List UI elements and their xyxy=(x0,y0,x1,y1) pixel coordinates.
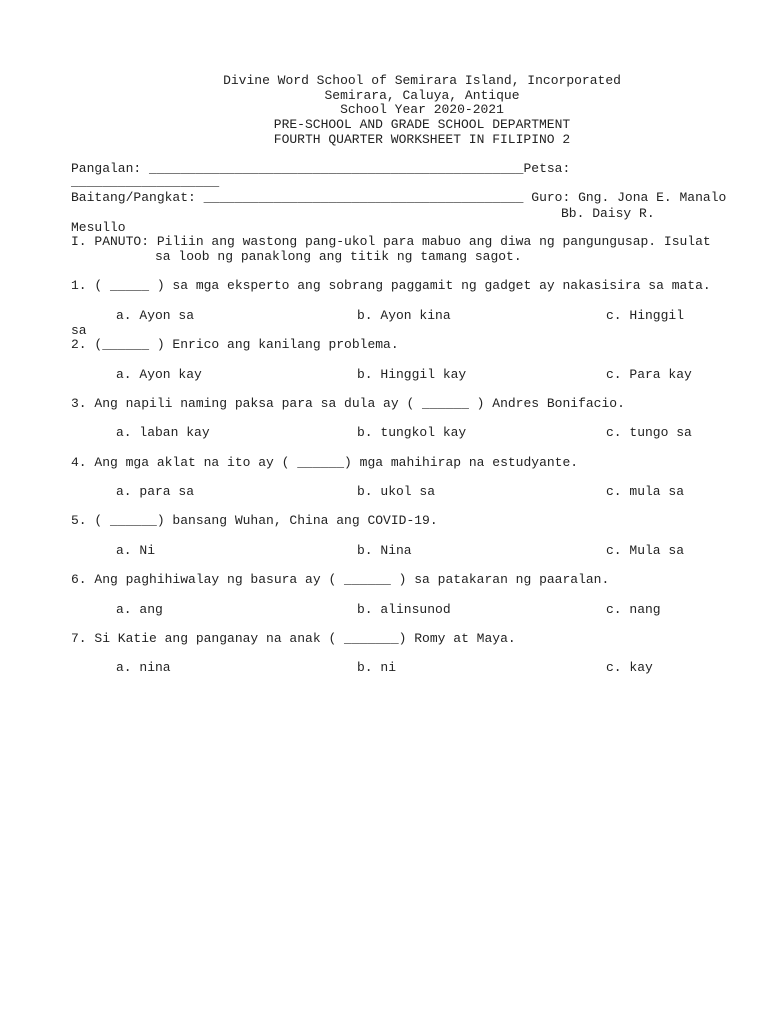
question-2: 2. (______ ) Enrico ang kanilang problema. xyxy=(71,337,399,352)
petsa-blank: ___________________ xyxy=(71,174,220,189)
q7-choice-b: b. ni xyxy=(357,660,397,675)
q6-choice-c: c. nang xyxy=(606,602,661,617)
question-6: 6. Ang paghihiwalay ng basura ay ( ______ ) sa patakaran ng paaralan. xyxy=(71,572,610,587)
question-1: 1. ( _____ ) sa mga eksperto ang sobrang paggamit ng gadget ay nakasisira sa mata. xyxy=(71,278,711,293)
department: PRE-SCHOOL AND GRADE SCHOOL DEPARTMENT xyxy=(273,117,571,132)
question-3: 3. Ang napili naming paksa para sa dula ay ( ______ ) Andres Bonifacio. xyxy=(71,396,625,411)
instructions-line-1: I. PANUTO: Piliin ang wastong pang-ukol para mabuo ang diwa ng pangungusap. Isulat xyxy=(71,234,711,249)
q5-choice-a: a. Ni xyxy=(116,543,156,558)
q4-choice-c: c. mula sa xyxy=(606,484,685,499)
guro-second-wrap: Mesullo xyxy=(71,220,126,235)
q4-choice-b: b. ukol sa xyxy=(357,484,436,499)
q1-choice-a: a. Ayon sa xyxy=(116,308,195,323)
q3-choice-c: c. tungo sa xyxy=(606,425,692,440)
q3-choice-a: a. laban kay xyxy=(116,425,210,440)
instructions-line-2: sa loob ng panaklong ang titik ng tamang sagot. xyxy=(155,249,522,264)
q2-choice-c: c. Para kay xyxy=(606,367,692,382)
q6-choice-b: b. alinsunod xyxy=(357,602,451,617)
pangalan-petsa-line: Pangalan: ________________________________________________Petsa: xyxy=(71,161,571,176)
question-4: 4. Ang mga aklat na ito ay ( ______) mga mahihirap na estudyante. xyxy=(71,455,579,470)
q1-choice-c-wrap: sa xyxy=(71,323,87,338)
baitang-guro-line: Baitang/Pangkat: _________________________________________ Guro: Gng. Jona E. Manalo xyxy=(71,190,727,205)
question-7: 7. Si Katie ang panganay na anak ( _______) Romy at Maya. xyxy=(71,631,516,646)
worksheet-title: FOURTH QUARTER WORKSHEET IN FILIPINO 2 xyxy=(273,132,571,147)
q1-choice-c: c. Hinggil xyxy=(606,308,685,323)
school-name: Divine Word School of Semirara Island, Incorporated xyxy=(223,73,621,88)
q6-choice-a: a. ang xyxy=(116,602,163,617)
q5-choice-b: b. Nina xyxy=(357,543,412,558)
q3-choice-b: b. tungkol kay xyxy=(357,425,467,440)
question-5: 5. ( ______) bansang Wuhan, China ang COVID-19. xyxy=(71,513,438,528)
school-year: School Year 2020-2021 xyxy=(340,102,504,117)
q7-choice-c: c. kay xyxy=(606,660,653,675)
q7-choice-a: a. nina xyxy=(116,660,171,675)
guro-second: Bb. Daisy R. xyxy=(561,206,655,221)
q2-choice-a: a. Ayon kay xyxy=(116,367,202,382)
school-address: Semirara, Caluya, Antique xyxy=(324,88,520,103)
q2-choice-b: b. Hinggil kay xyxy=(357,367,467,382)
q4-choice-a: a. para sa xyxy=(116,484,195,499)
q1-choice-b: b. Ayon kina xyxy=(357,308,451,323)
q5-choice-c: c. Mula sa xyxy=(606,543,685,558)
